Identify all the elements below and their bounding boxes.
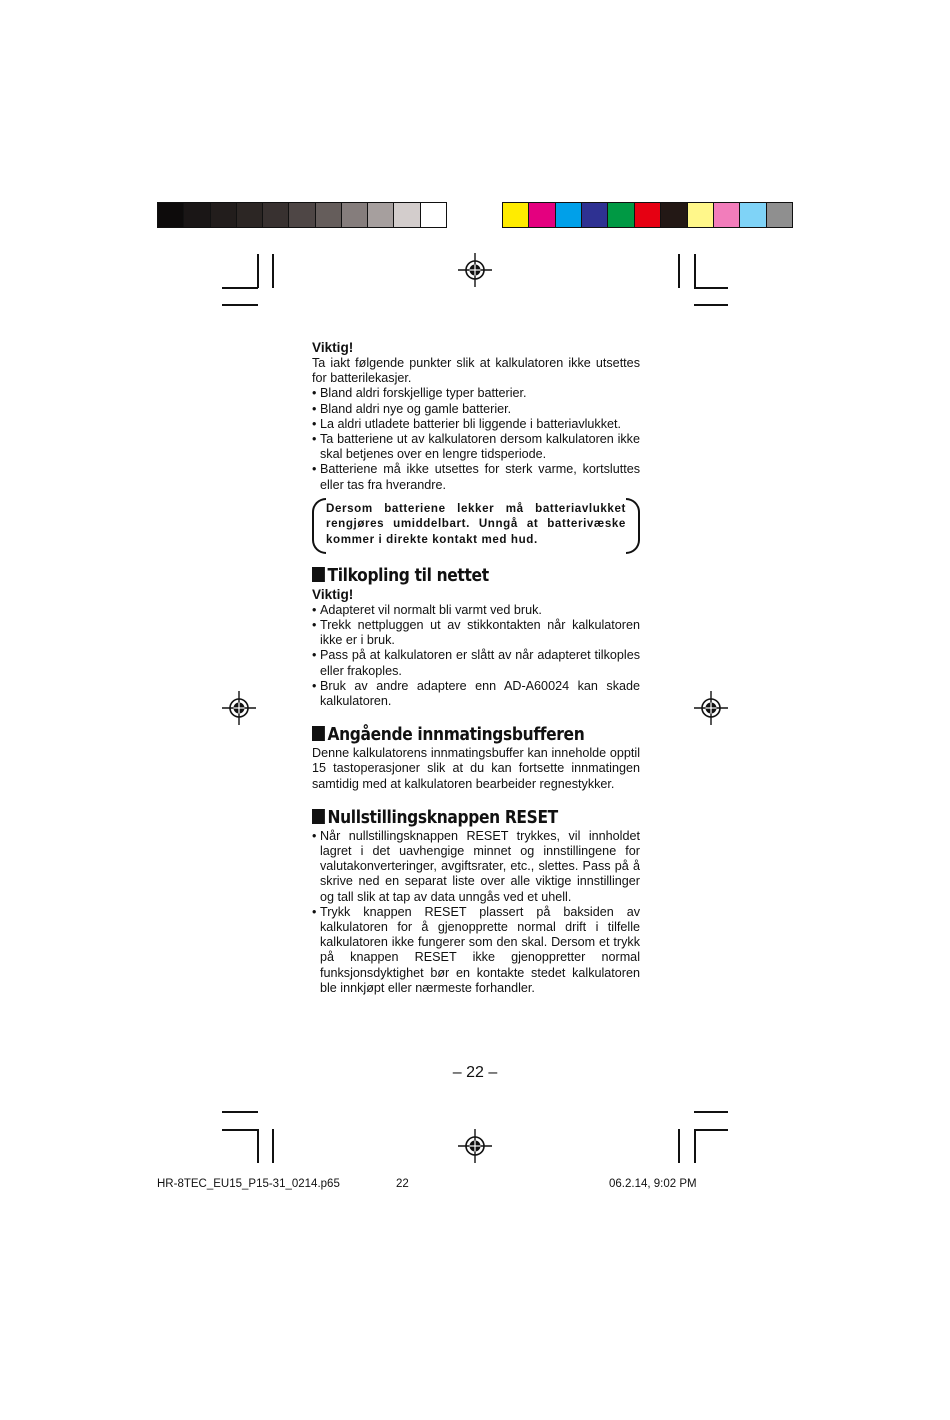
crop-mark bbox=[694, 1111, 728, 1113]
square-bullet-icon bbox=[312, 809, 325, 824]
color-swatch bbox=[342, 203, 368, 227]
crop-mark bbox=[222, 1111, 258, 1113]
color-swatch bbox=[661, 203, 687, 227]
registration-mark-icon bbox=[458, 1129, 492, 1163]
crop-mark bbox=[678, 254, 680, 288]
bullet-icon: • bbox=[312, 602, 317, 617]
square-bullet-icon bbox=[312, 726, 325, 741]
crop-mark bbox=[694, 1129, 696, 1163]
color-swatch bbox=[158, 203, 184, 227]
list-item: • Trykk knappen RESET plassert på baksiden av kalkulatoren for å gjenopprette normal drift i tilfelle kalkulatoren ikke fungerer som den skal. Dersom et trykk på knappen RESET ikke gjenoppretter normal funksjonsdyktighet bør en kontakte stedet kalkulatoren ble innkjøpt eller nærmeste forhandler. bbox=[312, 904, 640, 995]
adapter-precautions-list bbox=[312, 603, 640, 709]
list-item: • Pass på at kalkulatoren er slått av når adapteret tilkoples eller frakoples. bbox=[312, 648, 640, 678]
reset-instructions-list bbox=[312, 829, 640, 996]
manual-page-content bbox=[312, 340, 640, 996]
section-heading-mains-connection: Tilkopling til nettet bbox=[312, 565, 594, 587]
color-swatch bbox=[184, 203, 210, 227]
footer-filename: HR-8TEC_EU15_P15-31_0214.p65 bbox=[157, 1178, 340, 1190]
bullet-icon: • bbox=[312, 401, 317, 416]
important-label: Viktig! bbox=[312, 586, 354, 602]
list-item: • Bland aldri forskjellige typer batterier. bbox=[312, 386, 527, 401]
battery-intro-text: Ta iakt følgende punkter slik at kalkulatoren ikke utsettes for batterilekasjer. bbox=[312, 356, 640, 386]
crop-mark bbox=[678, 1129, 680, 1163]
color-swatch bbox=[263, 203, 289, 227]
color-swatch bbox=[368, 203, 394, 227]
list-item: • Batteriene må ikke utsettes for sterk varme, kortsluttes eller tas fra hverandre. bbox=[312, 462, 640, 492]
crop-mark bbox=[257, 1129, 259, 1163]
color-swatch bbox=[289, 203, 315, 227]
crop-mark bbox=[272, 1129, 274, 1163]
bullet-icon: • bbox=[312, 828, 317, 843]
crop-mark bbox=[257, 254, 259, 288]
grayscale-calibration-bar bbox=[157, 202, 447, 228]
list-item: • Trekk nettpluggen ut av stikkontakten når kalkulatoren ikke er i bruk. bbox=[312, 618, 640, 648]
bullet-icon: • bbox=[312, 386, 317, 401]
crop-mark bbox=[694, 287, 728, 289]
color-swatch bbox=[635, 203, 661, 227]
color-swatch bbox=[688, 203, 714, 227]
footer-datetime: 06.2.14, 9:02 PM bbox=[609, 1178, 697, 1190]
crop-mark bbox=[222, 1129, 258, 1131]
color-swatch bbox=[767, 203, 792, 227]
list-item: • Bland aldri nye og gamle batterier. bbox=[312, 401, 512, 416]
section-heading-input-buffer: Angående innmatingsbufferen bbox=[312, 724, 594, 746]
color-swatch bbox=[582, 203, 608, 227]
color-swatch bbox=[316, 203, 342, 227]
page-number: – 22 – bbox=[452, 1064, 498, 1081]
bullet-icon: • bbox=[312, 904, 317, 919]
bullet-icon: • bbox=[312, 416, 317, 431]
list-item: • La aldri utladete batterier bli liggende i batteriavlukket. bbox=[312, 416, 622, 431]
bullet-icon: • bbox=[312, 678, 317, 693]
registration-mark-icon bbox=[694, 691, 728, 725]
battery-leak-warning-box bbox=[312, 498, 640, 548]
list-item: • Bruk av andre adaptere enn AD-A60024 kan skade kalkulatoren. bbox=[312, 678, 640, 709]
color-swatch bbox=[421, 203, 446, 227]
color-swatch bbox=[211, 203, 237, 227]
bullet-icon: • bbox=[312, 432, 317, 447]
crop-mark bbox=[222, 287, 258, 289]
bullet-icon: • bbox=[312, 648, 317, 663]
left-bracket bbox=[312, 498, 326, 554]
color-swatch bbox=[503, 203, 529, 227]
crop-mark bbox=[694, 304, 728, 306]
list-item: • Når nullstillingsknappen RESET trykkes, vil innholdet lagret i det uavhengige minnet og innstillingene for valutakonverteringer, avgiftsrater, etc., slettes. Pass på å skrive ned en separat liste over alle viktige innstillinger og tall slik at tap av data unngås ved et uhell. bbox=[312, 828, 640, 904]
crop-mark bbox=[222, 304, 258, 306]
list-item: • Adapteret vil normalt bli varmt ved bruk. bbox=[312, 602, 542, 617]
section-heading-reset-button: Nullstillingsknappen RESET bbox=[312, 807, 594, 829]
registration-mark-icon bbox=[458, 253, 492, 287]
registration-mark-icon bbox=[222, 691, 256, 725]
square-bullet-icon bbox=[312, 567, 325, 582]
color-calibration-bar bbox=[502, 202, 793, 228]
color-swatch bbox=[714, 203, 740, 227]
color-swatch bbox=[608, 203, 634, 227]
bullet-icon: • bbox=[312, 462, 317, 477]
input-buffer-text: Denne kalkulatorens innmatingsbuffer kan inneholde opptil 15 tastoperasjoner slik at du kan fortsette innmatingen samtidig med at kalkulatoren bearbeider regnestykker. bbox=[312, 746, 640, 791]
crop-mark bbox=[694, 1129, 728, 1131]
color-swatch bbox=[394, 203, 420, 227]
battery-precautions-list bbox=[312, 386, 640, 492]
color-swatch bbox=[556, 203, 582, 227]
footer-page: 22 bbox=[396, 1178, 409, 1190]
color-swatch bbox=[237, 203, 263, 227]
right-bracket bbox=[626, 498, 640, 554]
battery-leak-warning-text: Dersom batteriene lekker må batteriavlukket rengjøres umiddelbart. Unngå at batterivæske kommer i direkte kontakt med hud. bbox=[326, 501, 626, 546]
list-item: • Ta batteriene ut av kalkulatoren dersom kalkulatoren ikke skal betjenes over en lengre tidsperiode. bbox=[312, 432, 640, 462]
color-swatch bbox=[740, 203, 766, 227]
color-swatch bbox=[529, 203, 555, 227]
crop-mark bbox=[272, 254, 274, 288]
crop-mark bbox=[694, 254, 696, 288]
bullet-icon: • bbox=[312, 618, 317, 633]
important-label: Viktig! bbox=[312, 340, 354, 355]
